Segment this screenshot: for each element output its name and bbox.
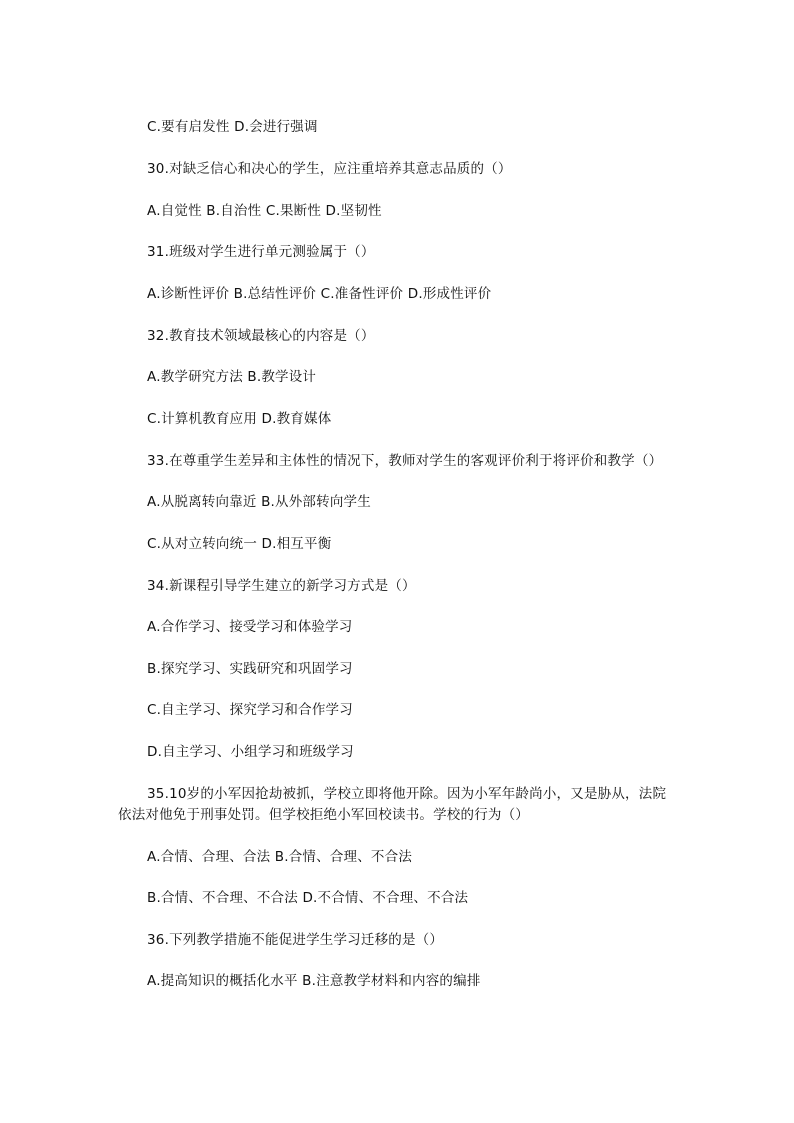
- options-30: A.自觉性 B.自治性 C.果断性 D.坚韧性: [147, 203, 382, 219]
- question-33: 33.在尊重学生差异和主体性的情况下，教师对学生的客观评价利于将评价和教学（）: [147, 453, 663, 469]
- options-35-b-d: B.合情、不合理、不合法 D.不合情、不合理、不合法: [147, 890, 469, 906]
- options-36-a-b: A.提高知识的概括化水平 B.注意教学材料和内容的编排: [147, 973, 481, 989]
- options-33-c-d: C.从对立转向统一 D.相互平衡: [147, 536, 332, 552]
- options-32-a-b: A.教学研究方法 B.教学设计: [147, 369, 317, 385]
- question-36: 36.下列教学措施不能促进学生学习迁移的是（）: [147, 932, 444, 948]
- options-31: A.诊断性评价 B.总结性评价 C.准备性评价 D.形成性评价: [147, 286, 492, 302]
- question-30: 30.对缺乏信心和决心的学生，应注重培养其意志品质的（）: [147, 161, 512, 177]
- option-34-a: A.合作学习、接受学习和体验学习: [147, 619, 353, 635]
- option-34-d: D.自主学习、小组学习和班级学习: [147, 744, 354, 760]
- question-34: 34.新课程引导学生建立的新学习方式是（）: [147, 578, 416, 594]
- question-32: 32.教育技术领域最核心的内容是（）: [147, 328, 375, 344]
- question-31: 31.班级对学生进行单元测验属于（）: [147, 244, 375, 260]
- options-32-c-d: C.计算机教育应用 D.教育媒体: [147, 411, 332, 427]
- option-34-c: C.自主学习、探究学习和合作学习: [147, 702, 353, 718]
- question-35: 35.10岁的小军因抢劫被抓，学校立即将他开除。因为小军年龄尚小，又是胁从，法院依法对他免于刑事处罚。但学校拒绝小军回校读书。学校的行为（）: [118, 786, 667, 823]
- options-33-a-b: A.从脱离转向靠近 B.从外部转向学生: [147, 494, 371, 510]
- options-35-a-b: A.合情、合理、合法 B.合情、合理、不合法: [147, 849, 413, 865]
- option-line-29-c-d: C.要有启发性 D.会进行强调: [147, 119, 318, 135]
- option-34-b: B.探究学习、实践研究和巩固学习: [147, 661, 353, 677]
